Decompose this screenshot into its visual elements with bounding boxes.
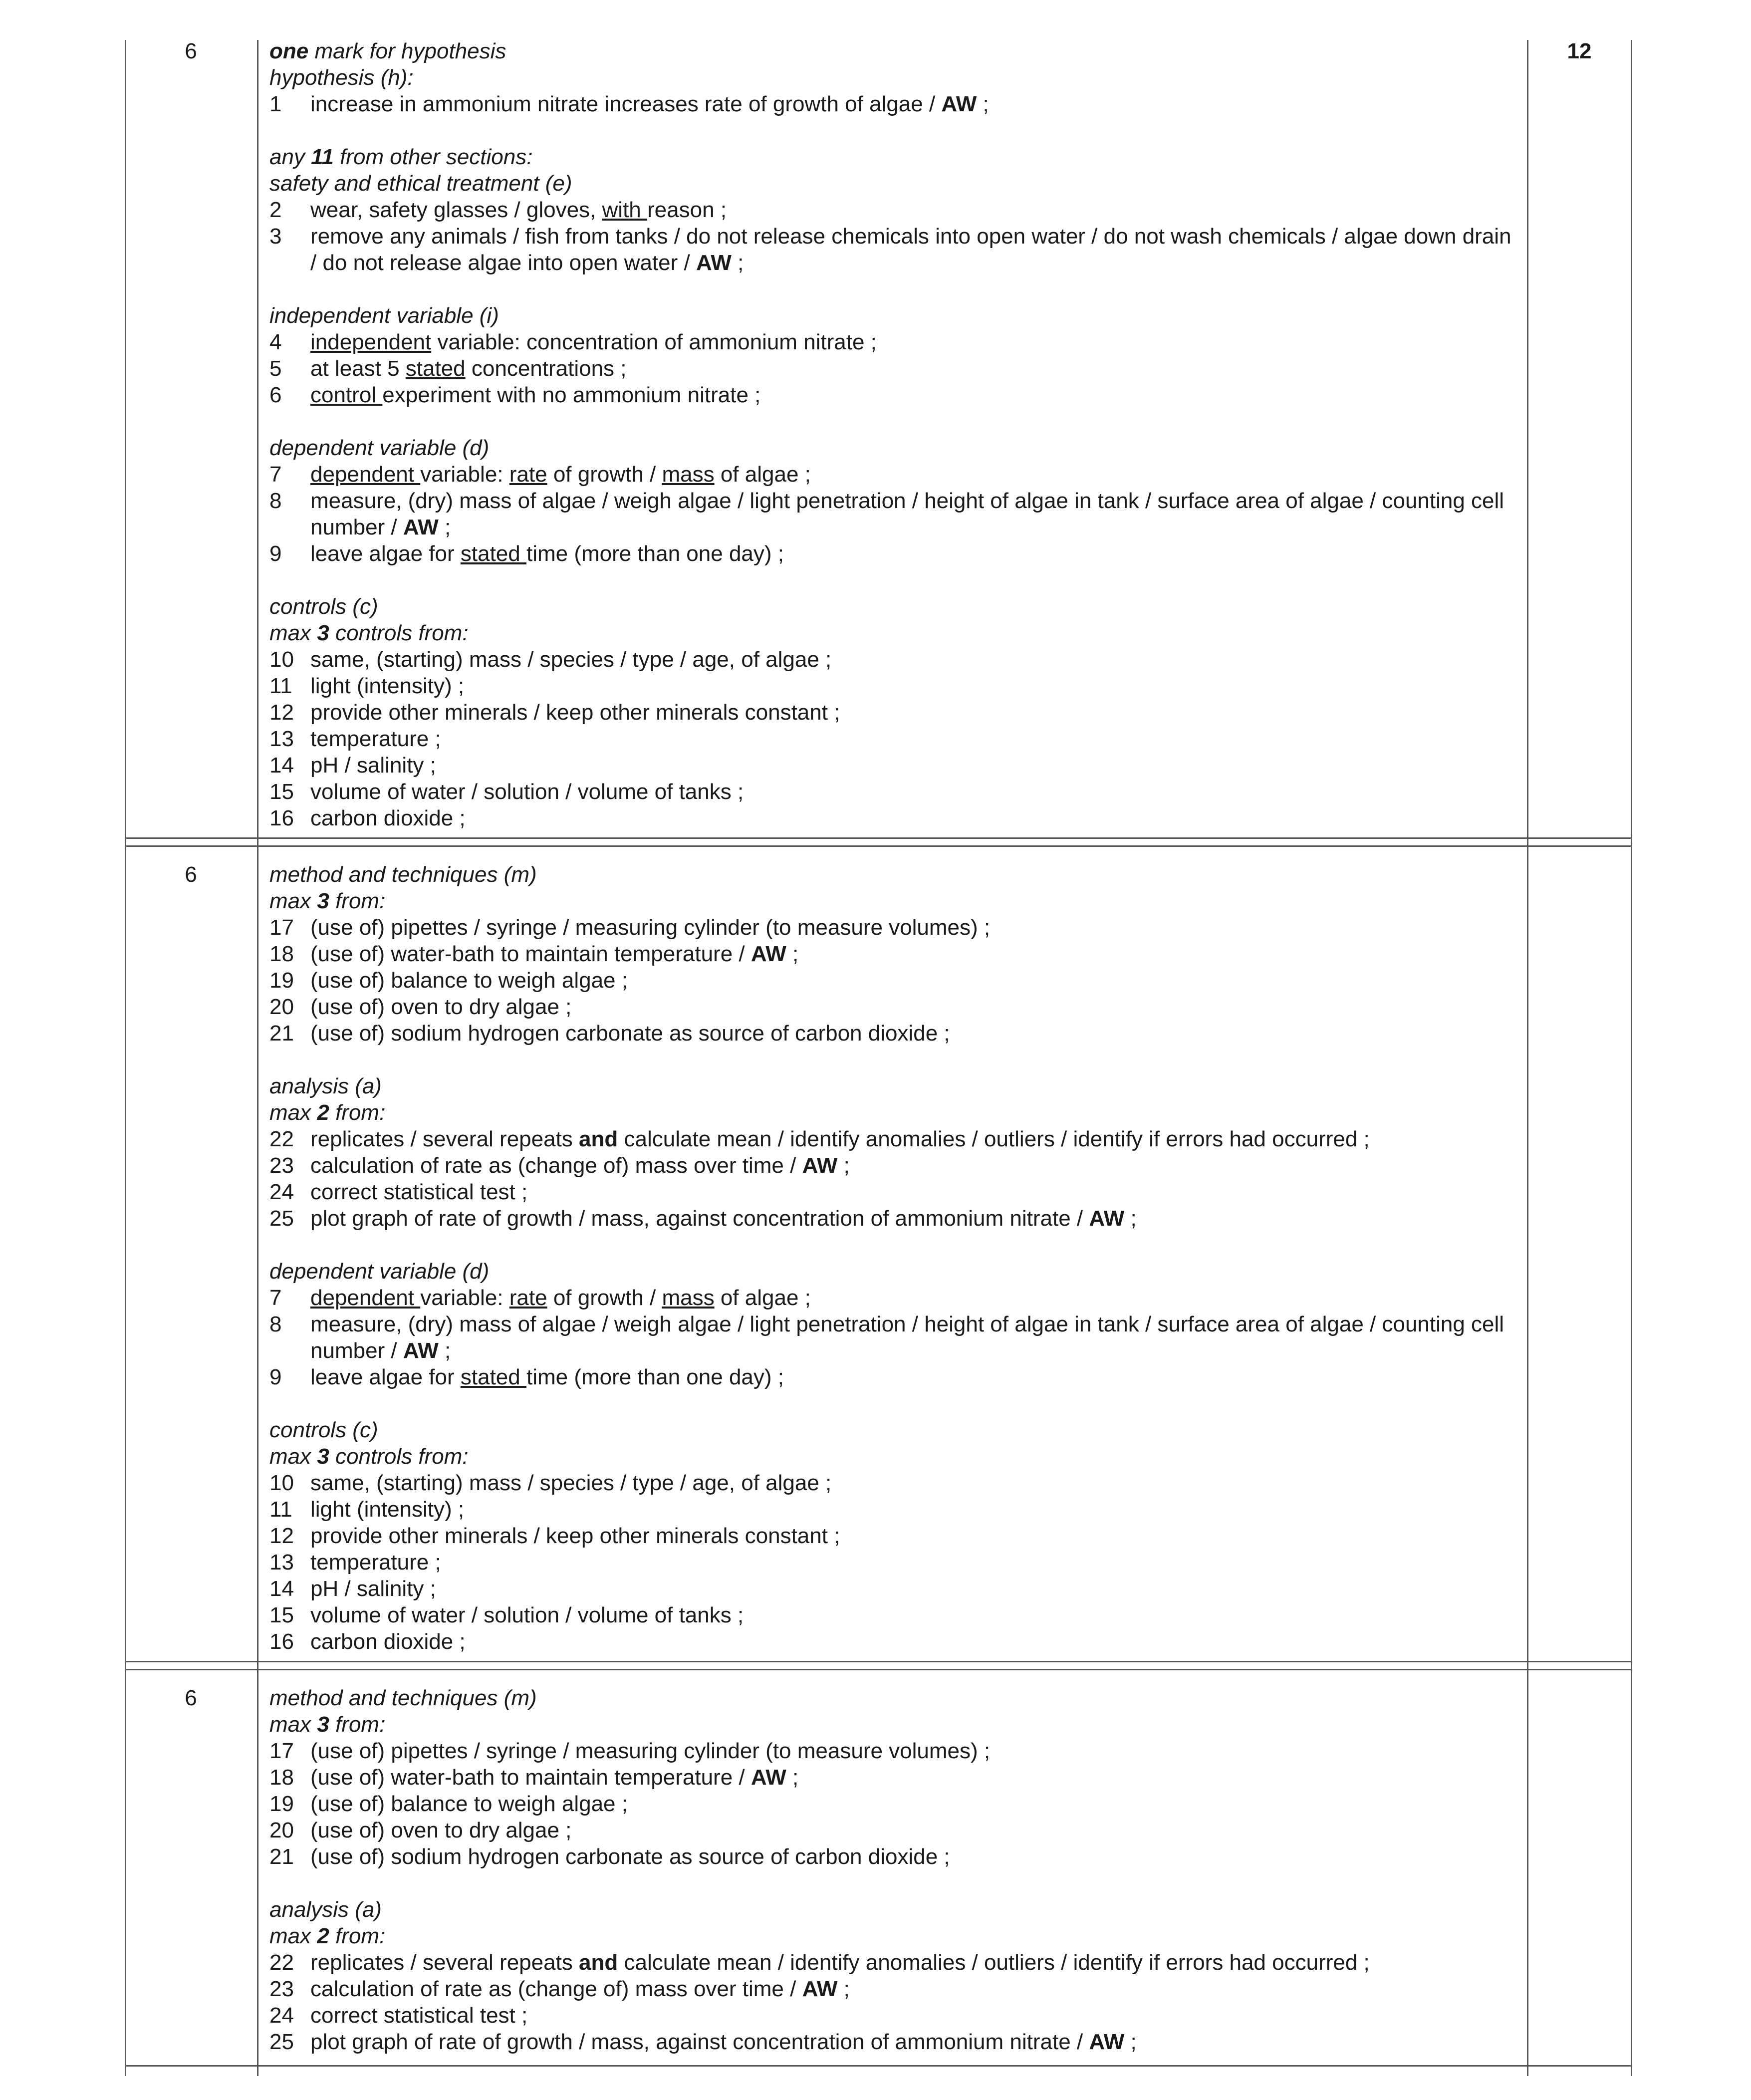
- section-note: max 3 controls from:: [269, 1444, 469, 1469]
- list-item: 25 plot graph of rate of growth / mass, against concentration of ammonium nitrate / AW ;: [269, 2030, 1137, 2054]
- list-item: 8 measure, (dry) mass of algae / weigh algae / light penetration / height of algae in tank / surface area of algae / counting cell number / AW ;: [269, 1312, 1504, 1363]
- section-label: analysis (a): [269, 1074, 382, 1098]
- section-label: hypothesis (h):: [269, 65, 414, 90]
- row-separator-1b: [125, 845, 1632, 847]
- list-item: 23 calculation of rate as (change of) mass over time / AW ;: [269, 1977, 850, 2001]
- section-label: independent variable (i): [269, 303, 499, 328]
- list-item: 22 replicates / several repeats and calculate mean / identify anomalies / outliers / identify if errors had occurred ;: [269, 1950, 1370, 1975]
- list-item: 23 calculation of rate as (change of) mass over time / AW ;: [269, 1153, 850, 1178]
- list-item: 19 (use of) balance to weigh algae ;: [269, 968, 628, 993]
- list-item: 17 (use of) pipettes / syringe / measuring cylinder (to measure volumes) ;: [269, 1739, 991, 1763]
- list-item: 17 (use of) pipettes / syringe / measuring cylinder (to measure volumes) ;: [269, 915, 991, 940]
- list-item: 5 at least 5 stated concentrations ;: [269, 356, 627, 381]
- list-item: 10 same, (starting) mass / species / type / age, of algae ;: [269, 1471, 832, 1495]
- list-item: 18 (use of) water-bath to maintain temperature / AW ;: [269, 942, 799, 966]
- total-marks: 12: [1567, 39, 1592, 63]
- list-item: 25 plot graph of rate of growth / mass, against concentration of ammonium nitrate / AW ;: [269, 1206, 1137, 1231]
- table-divider-marks: [1527, 40, 1528, 2076]
- section-label: controls (c): [269, 594, 378, 619]
- list-item: 13 temperature ;: [269, 727, 441, 751]
- list-item: 18 (use of) water-bath to maintain temperature / AW ;: [269, 1765, 799, 1790]
- list-item: 21 (use of) sodium hydrogen carbonate as source of carbon dioxide ;: [269, 1021, 950, 1046]
- list-item: 12 provide other minerals / keep other minerals constant ;: [269, 700, 840, 725]
- list-item: 15 volume of water / solution / volume of tanks ;: [269, 1603, 744, 1627]
- table-border-left: [125, 40, 126, 2076]
- section-label: dependent variable (d): [269, 436, 490, 460]
- table-border-right: [1631, 40, 1632, 2076]
- section-note: max 3 from:: [269, 1712, 386, 1737]
- list-item: 4 independent variable: concentration of ammonium nitrate ;: [269, 330, 877, 354]
- list-item: 20 (use of) oven to dry algae ;: [269, 1818, 572, 1842]
- list-item: 14 pH / salinity ;: [269, 1576, 436, 1601]
- list-item: 21 (use of) sodium hydrogen carbonate as source of carbon dioxide ;: [269, 1844, 950, 1869]
- section-label: method and techniques (m): [269, 1686, 537, 1710]
- section-label: method and techniques (m): [269, 862, 537, 887]
- mark-scheme-content: [269, 38, 1512, 831]
- list-item: 7 dependent variable: rate of growth / mass of algae ;: [269, 462, 811, 487]
- hypothesis-heading: one mark for hypothesis: [269, 39, 506, 63]
- list-item: 7 dependent variable: rate of growth / mass of algae ;: [269, 1286, 811, 1310]
- list-item: 14 pH / salinity ;: [269, 753, 436, 778]
- section-note: max 3 from:: [269, 889, 386, 913]
- question-number: 6: [185, 862, 197, 887]
- mark-scheme-content: [269, 861, 1512, 1655]
- list-item: 9 leave algae for stated time (more than one day) ;: [269, 1365, 784, 1389]
- section-note: max 2 from:: [269, 1924, 386, 1948]
- list-item: 12 provide other minerals / keep other minerals constant ;: [269, 1524, 840, 1548]
- list-item: 11 light (intensity) ;: [269, 674, 465, 698]
- list-item: 13 temperature ;: [269, 1550, 441, 1575]
- section-note: any 11 from other sections:: [269, 145, 533, 169]
- section-label: analysis (a): [269, 1897, 382, 1922]
- list-item: 10 same, (starting) mass / species / type / age, of algae ;: [269, 647, 832, 672]
- section-label: safety and ethical treatment (e): [269, 171, 572, 196]
- mark-scheme-content: [269, 1685, 1512, 2055]
- list-item: 3 remove any animals / fish from tanks / do not release chemicals into open water / do not wash chemicals / algae down drain / do not release algae into open water / AW ;: [269, 224, 1511, 275]
- list-item: 24 correct statistical test ;: [269, 2003, 528, 2028]
- section-label: controls (c): [269, 1418, 378, 1442]
- list-item: 16 carbon dioxide ;: [269, 1629, 466, 1654]
- list-item: 2 wear, safety glasses / gloves, with reason ;: [269, 198, 727, 222]
- list-item: 20 (use of) oven to dry algae ;: [269, 995, 572, 1019]
- list-item: 1 increase in ammonium nitrate increases rate of growth of algae / AW ;: [269, 92, 989, 116]
- list-item: 11 light (intensity) ;: [269, 1497, 465, 1522]
- list-item: 19 (use of) balance to weigh algae ;: [269, 1792, 628, 1816]
- table-divider-qnum: [257, 40, 258, 2076]
- list-item: 15 volume of water / solution / volume of tanks ;: [269, 780, 744, 804]
- list-item: 8 measure, (dry) mass of algae / weigh algae / light penetration / height of algae in tank / surface area of algae / counting cell number / AW ;: [269, 489, 1504, 539]
- row-separator-2a: [125, 1661, 1632, 1662]
- question-number: 6: [185, 39, 197, 63]
- row-separator-2b: [125, 1669, 1632, 1670]
- section-label: dependent variable (d): [269, 1259, 490, 1284]
- list-item: 24 correct statistical test ;: [269, 1180, 528, 1204]
- list-item: 9 leave algae for stated time (more than one day) ;: [269, 541, 784, 566]
- table-bottom-border: [125, 2065, 1632, 2067]
- list-item: 16 carbon dioxide ;: [269, 806, 466, 830]
- section-note: max 2 from:: [269, 1100, 386, 1125]
- list-item: 22 replicates / several repeats and calculate mean / identify anomalies / outliers / identify if errors had occurred ;: [269, 1127, 1370, 1151]
- section-note: max 3 controls from:: [269, 621, 469, 645]
- row-separator-1a: [125, 837, 1632, 839]
- question-number: 6: [185, 1686, 197, 1710]
- list-item: 6 control experiment with no ammonium nitrate ;: [269, 383, 761, 407]
